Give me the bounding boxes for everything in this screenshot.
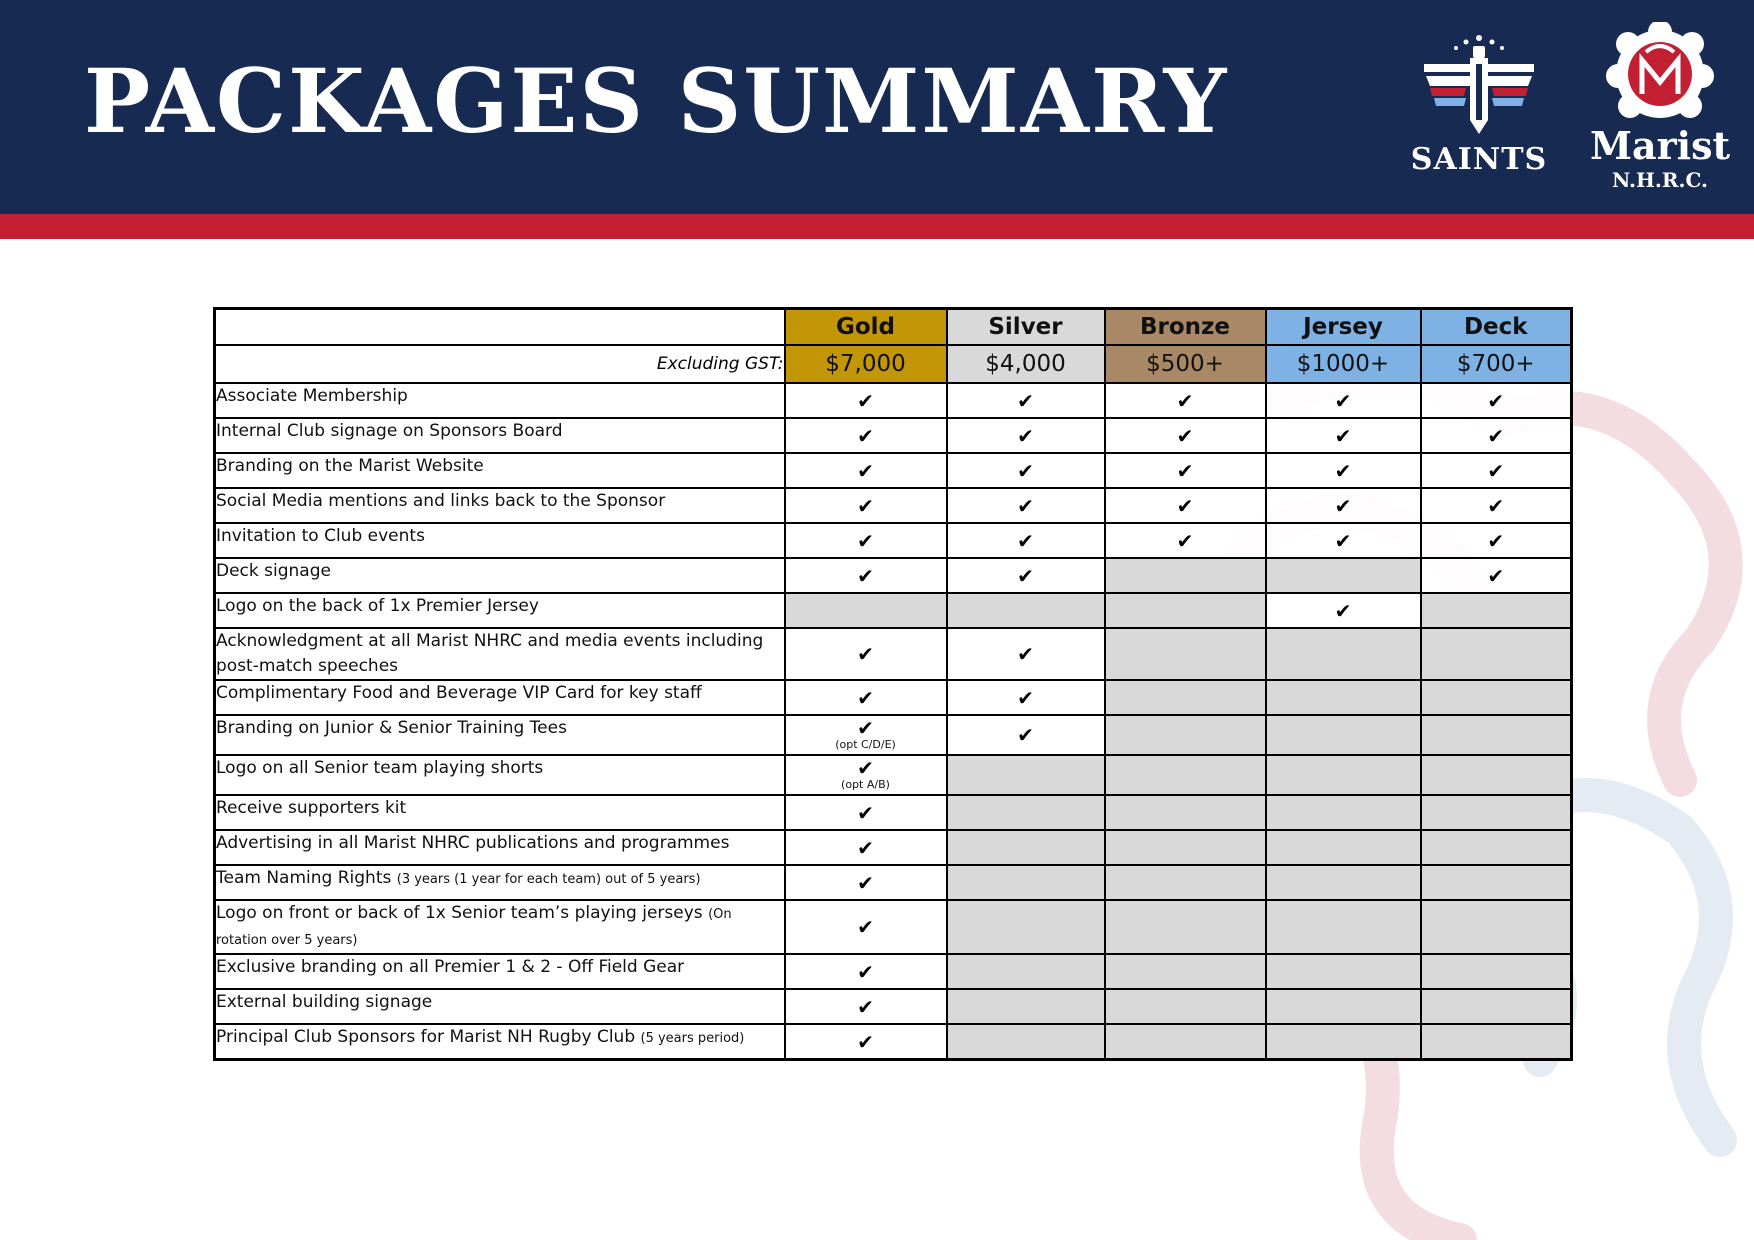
cell-jersey [1266, 593, 1421, 628]
cell-gold [785, 755, 947, 795]
feature-label-text: Logo on all Senior team playing shorts [216, 758, 544, 778]
cell-bronze [1105, 593, 1266, 628]
checkmark-icon: ✔ [857, 493, 874, 518]
checkmark-icon: ✔ [1017, 642, 1034, 666]
cell-gold [785, 383, 947, 418]
checkmark-icon: ✔ [857, 685, 874, 710]
cell-bronze [1105, 865, 1266, 900]
feature-label-text: Deck signage [216, 561, 331, 581]
cell-gold [785, 628, 947, 680]
cell-bronze [1105, 488, 1266, 523]
saints-logo-text: SAINTS [1410, 142, 1548, 177]
table-row [215, 830, 1572, 865]
cell-gold [785, 418, 947, 453]
feature-label [215, 453, 785, 488]
cell-gold [785, 1024, 947, 1060]
feature-label [215, 488, 785, 523]
table-row [215, 865, 1572, 900]
tier-bronze-header: Bronze [1105, 309, 1266, 346]
feature-note: (5 years period) [640, 1031, 745, 1046]
checkmark-icon: ✔ [1487, 458, 1505, 483]
checkmark-icon: ✔ [1176, 423, 1194, 448]
header-banner [0, 0, 1754, 214]
cell-deck [1421, 715, 1572, 755]
cell-silver [947, 865, 1105, 900]
cell-silver [947, 830, 1105, 865]
checkmark-icon: ✔ [857, 528, 874, 553]
tier-gold-header: Gold [785, 309, 947, 346]
cell-deck [1421, 383, 1572, 418]
checkmark-icon: ✔ [1334, 388, 1352, 413]
checkmark-icon: ✔ [857, 388, 874, 413]
page-title: PACKAGES SUMMARY [84, 49, 1229, 153]
cell-silver [947, 954, 1105, 989]
feature-label-text: External building signage [216, 992, 433, 1012]
table-row [215, 628, 1572, 680]
table-row [215, 755, 1572, 795]
price-jersey: $1000+ [1266, 345, 1421, 383]
checkmark-icon: ✔ [1017, 528, 1034, 553]
checkmark-icon: ✔ [1017, 493, 1034, 518]
feature-label-text: Social Media mentions and links back to the Sponsor [216, 491, 666, 511]
cell-gold [785, 954, 947, 989]
feature-label-text: Internal Club signage on Sponsors Board [216, 421, 563, 441]
checkmark-icon: ✔ [1017, 685, 1034, 710]
feature-note: (On rotation over 5 years) [216, 907, 732, 948]
cell-silver [947, 383, 1105, 418]
saints-sword-shield-icon [1404, 30, 1554, 140]
checkmark-icon: ✔ [1017, 458, 1034, 483]
cell-deck [1421, 900, 1572, 954]
feature-label-text: Team Naming Rights [216, 868, 392, 888]
feature-label [215, 795, 785, 830]
feature-label-text: Branding on the Marist Website [216, 456, 484, 476]
checkmark-icon: ✔ [1487, 528, 1505, 553]
checkmark-icon: ✔ [857, 458, 874, 483]
tier-deck-header: Deck [1421, 309, 1572, 346]
table-row [215, 418, 1572, 453]
cell-deck [1421, 954, 1572, 989]
feature-label [215, 680, 785, 715]
checkmark-icon: ✔ [1487, 423, 1505, 448]
cell-bronze [1105, 1024, 1266, 1060]
price-bronze: $500+ [1105, 345, 1266, 383]
feature-label [215, 558, 785, 593]
feature-label-text: Acknowledgment at all Marist NHRC and media events including post-match speeches [216, 631, 764, 676]
checkmark-icon: ✔ [857, 642, 874, 666]
feature-label [215, 418, 785, 453]
cell-jersey [1266, 900, 1421, 954]
checkmark-icon: ✔ [1017, 723, 1034, 747]
feature-label-text: Complimentary Food and Beverage VIP Card for key staff [216, 683, 702, 703]
cell-gold [785, 558, 947, 593]
checkmark-icon: ✔ [857, 915, 874, 939]
cell-silver [947, 488, 1105, 523]
cell-silver [947, 755, 1105, 795]
table-row [215, 680, 1572, 715]
packages-table [213, 307, 1573, 1061]
table-row [215, 383, 1572, 418]
feature-label-text: Principal Club Sponsors for Marist NH Rugby Club [216, 1027, 636, 1047]
cell-deck [1421, 989, 1572, 1024]
blank-header-cell [215, 309, 785, 346]
cell-bronze [1105, 715, 1266, 755]
checkmark-icon: ✔ [1334, 458, 1352, 483]
feature-label [215, 900, 785, 954]
table-row [215, 954, 1572, 989]
checkmark-icon: ✔ [857, 959, 874, 984]
tier-silver-header: Silver [947, 309, 1105, 346]
cell-deck [1421, 628, 1572, 680]
feature-label [215, 715, 785, 755]
checkmark-icon: ✔ [1176, 388, 1194, 413]
feature-label [215, 523, 785, 558]
checkmark-icon: ✔ [1017, 423, 1034, 448]
cell-deck [1421, 558, 1572, 593]
cell-bronze [1105, 830, 1266, 865]
table-row [215, 989, 1572, 1024]
checkmark-icon: ✔ [1334, 493, 1352, 518]
cell-gold [785, 795, 947, 830]
price-row [215, 345, 1572, 383]
cell-silver [947, 900, 1105, 954]
cell-jersey [1266, 989, 1421, 1024]
table-row [215, 453, 1572, 488]
cell-jersey [1266, 865, 1421, 900]
checkmark-icon: ✔ [1176, 458, 1194, 483]
feature-note: (3 years (1 year for each team) out of 5 years) [396, 872, 701, 887]
feature-label-text: Associate Membership [216, 386, 408, 406]
cell-silver [947, 558, 1105, 593]
header-red-stripe [0, 214, 1754, 239]
cell-jersey [1266, 954, 1421, 989]
cell-jersey [1266, 418, 1421, 453]
table-row [215, 715, 1572, 755]
feature-label-text: Branding on Junior & Senior Training Tees [216, 718, 567, 738]
cell-silver [947, 523, 1105, 558]
feature-label-text: Logo on front or back of 1x Senior team’s playing jerseys [216, 903, 703, 923]
checkmark-icon: ✔ [857, 1029, 874, 1054]
checkmark-icon: ✔ [857, 994, 874, 1019]
cell-bronze [1105, 453, 1266, 488]
cell-bronze [1105, 900, 1266, 954]
option-note: (opt A/B) [841, 778, 890, 791]
checkmark-icon: ✔ [1017, 388, 1034, 413]
cell-silver [947, 715, 1105, 755]
cell-bronze [1105, 680, 1266, 715]
cell-silver [947, 593, 1105, 628]
table-row [215, 593, 1572, 628]
table-row [215, 900, 1572, 954]
feature-label [215, 383, 785, 418]
cell-bronze [1105, 523, 1266, 558]
checkmark-icon: ✔ [857, 716, 874, 740]
table-row [215, 795, 1572, 830]
feature-label [215, 865, 785, 900]
feature-label-text: Exclusive branding on all Premier 1 & 2 - Off Field Gear [216, 957, 685, 977]
checkmark-icon: ✔ [857, 423, 874, 448]
checkmark-icon: ✔ [1176, 493, 1194, 518]
cell-gold [785, 680, 947, 715]
table-row [215, 523, 1572, 558]
cell-jersey [1266, 1024, 1421, 1060]
feature-label [215, 954, 785, 989]
table-row [215, 488, 1572, 523]
cell-gold [785, 453, 947, 488]
feature-label [215, 830, 785, 865]
tier-jersey-header: Jersey [1266, 309, 1421, 346]
feature-label-text: Receive supporters kit [216, 798, 407, 818]
marist-logo [1580, 22, 1740, 192]
feature-label [215, 755, 785, 795]
checkmark-icon: ✔ [857, 870, 874, 895]
checkmark-icon: ✔ [1487, 493, 1505, 518]
cell-silver [947, 795, 1105, 830]
checkmark-icon: ✔ [1334, 423, 1352, 448]
cell-silver [947, 418, 1105, 453]
cell-deck [1421, 755, 1572, 795]
cell-gold [785, 989, 947, 1024]
cell-jersey [1266, 795, 1421, 830]
table-row [215, 1024, 1572, 1060]
cell-gold [785, 715, 947, 755]
cell-deck [1421, 795, 1572, 830]
cell-silver [947, 989, 1105, 1024]
saints-logo [1404, 30, 1554, 180]
checkmark-icon: ✔ [1487, 563, 1505, 588]
checkmark-icon: ✔ [1487, 388, 1505, 413]
price-gold: $7,000 [785, 345, 947, 383]
cell-gold [785, 830, 947, 865]
cell-deck [1421, 865, 1572, 900]
feature-label [215, 1024, 785, 1060]
cell-jersey [1266, 383, 1421, 418]
cell-gold [785, 488, 947, 523]
cell-deck [1421, 523, 1572, 558]
feature-label-text: Advertising in all Marist NHRC publications and programmes [216, 833, 730, 853]
cell-silver [947, 680, 1105, 715]
feature-label-text: Invitation to Club events [216, 526, 425, 546]
cell-silver [947, 453, 1105, 488]
checkmark-icon: ✔ [857, 756, 874, 780]
cell-bronze [1105, 795, 1266, 830]
cell-deck [1421, 453, 1572, 488]
cell-jersey [1266, 755, 1421, 795]
cell-deck [1421, 488, 1572, 523]
cell-bronze [1105, 418, 1266, 453]
cell-deck [1421, 418, 1572, 453]
cell-gold [785, 523, 947, 558]
checkmark-icon: ✔ [1334, 528, 1352, 553]
checkmark-icon: ✔ [857, 835, 874, 860]
checkmark-icon: ✔ [857, 563, 874, 588]
cell-jersey [1266, 830, 1421, 865]
feature-label [215, 628, 785, 680]
cell-bronze [1105, 989, 1266, 1024]
option-note: (opt C/D/E) [835, 738, 896, 751]
tier-header-row [215, 309, 1572, 346]
cell-jersey [1266, 715, 1421, 755]
feature-label-text: Logo on the back of 1x Premier Jersey [216, 596, 539, 616]
price-silver: $4,000 [947, 345, 1105, 383]
cell-silver [947, 628, 1105, 680]
cell-jersey [1266, 628, 1421, 680]
cell-jersey [1266, 453, 1421, 488]
feature-label [215, 989, 785, 1024]
feature-label [215, 593, 785, 628]
gst-label: Excluding GST: [215, 345, 785, 383]
checkmark-icon: ✔ [1017, 563, 1034, 588]
cell-bronze [1105, 755, 1266, 795]
cell-bronze [1105, 954, 1266, 989]
cell-deck [1421, 830, 1572, 865]
cell-jersey [1266, 488, 1421, 523]
cell-gold [785, 900, 947, 954]
cell-bronze [1105, 558, 1266, 593]
table-row [215, 558, 1572, 593]
cell-gold [785, 865, 947, 900]
cell-jersey [1266, 558, 1421, 593]
marist-logo-subtitle: N.H.R.C. [1612, 168, 1708, 192]
cell-deck [1421, 680, 1572, 715]
marist-logo-name: Marist [1589, 123, 1731, 168]
marist-rose-crest-icon [1580, 22, 1740, 126]
cell-gold [785, 593, 947, 628]
cell-bronze [1105, 628, 1266, 680]
cell-silver [947, 1024, 1105, 1060]
checkmark-icon: ✔ [1176, 528, 1194, 553]
checkmark-icon: ✔ [1334, 598, 1352, 623]
cell-deck [1421, 1024, 1572, 1060]
cell-jersey [1266, 680, 1421, 715]
cell-jersey [1266, 523, 1421, 558]
cell-bronze [1105, 383, 1266, 418]
checkmark-icon: ✔ [857, 800, 874, 825]
cell-deck [1421, 593, 1572, 628]
price-deck: $700+ [1421, 345, 1572, 383]
